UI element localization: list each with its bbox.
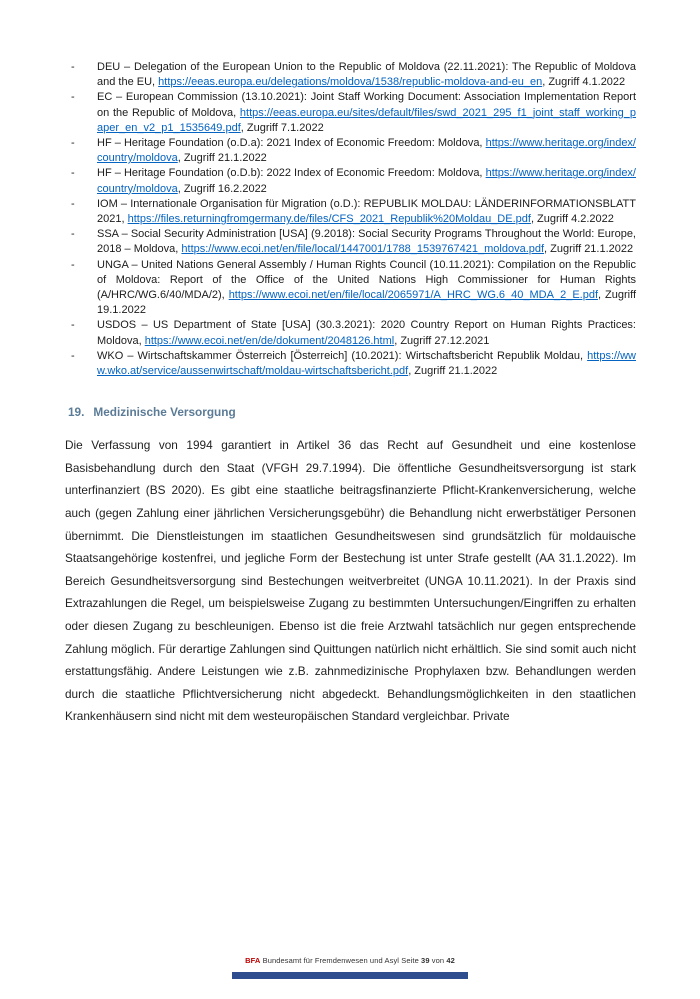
page-footer [0, 956, 700, 979]
list-dash: - [71, 319, 75, 332]
entry-text: , Zugriff 16.2.2022 [177, 182, 267, 195]
source-link[interactable]: https://www.ecoi.net/en/de/dokument/2048126.html [144, 334, 395, 347]
entry-text: , Zugriff 21.1.2022 [544, 243, 634, 256]
bibliography-list [65, 60, 636, 379]
bibliography-entry [65, 227, 636, 257]
list-dash: - [71, 197, 75, 210]
footer-brand: BFA [245, 956, 261, 965]
section-number: 19. [68, 405, 85, 420]
bibliography-entry [65, 258, 636, 319]
entry-text: EC – European Commission (13.10.2021): Joint Staff Working Document: Association Implementation Report on the Republic of Moldova, [97, 91, 636, 119]
bibliography-entry [65, 90, 636, 136]
footer-org: Bundesamt für Fremdenwesen und Asyl [260, 956, 402, 965]
footer-bar [232, 972, 468, 979]
entry-text: , Zugriff 7.1.2022 [240, 121, 324, 134]
list-dash: - [71, 167, 75, 180]
bibliography-entry [65, 136, 636, 166]
entry-text: UNGA – United Nations General Assembly / Human Rights Council (10.11.2021): Compilation on the Republic of Moldova: Report of the Office of the United Nations High Commissioner for Human Rights (A/HRC/WG.6/40/MDA/2), [97, 258, 636, 302]
source-link[interactable]: https://www.heritage.org/index/country/moldova [97, 167, 636, 195]
entry-text: , Zugriff 21.1.2022 [408, 365, 498, 378]
entry-text: SSA – Social Security Administration [USA] (9.2018): Social Security Programs Throughout the World: Europe, 2018 – Moldova, [97, 228, 636, 256]
list-dash: - [71, 258, 75, 271]
list-dash: - [71, 349, 75, 362]
source-link[interactable]: https://www.ecoi.net/en/file/local/2065971/A_HRC_WG.6_40_MDA_2_E.pdf [228, 289, 599, 302]
footer-page-label: Seite [401, 956, 422, 965]
entry-text: DEU – Delegation of the European Union to the Republic of Moldova (22.11.2021): The Republic of Moldova and the EU, [97, 61, 636, 89]
bibliography-entry [65, 197, 636, 227]
footer-page-current: 39 [421, 956, 430, 965]
entry-text: HF – Heritage Foundation (o.D.b): 2022 Index of Economic Freedom: Moldova, [97, 167, 486, 180]
list-dash: - [71, 228, 75, 241]
entry-text: WKO – Wirtschaftskammer Österreich [Österreich] (10.2021): Wirtschaftsbericht Republik Moldau, [97, 349, 588, 362]
section-heading [65, 405, 636, 419]
list-dash: - [71, 137, 75, 150]
entry-text: HF – Heritage Foundation (o.D.a): 2021 Index of Economic Freedom: Moldova, [97, 137, 486, 150]
entry-text: , Zugriff 27.12.2021 [394, 334, 490, 347]
source-link[interactable]: https://www.ecoi.net/en/file/local/1447001/1788_1539767421_moldova.pdf [181, 243, 545, 256]
entry-text: , Zugriff 21.1.2022 [177, 152, 267, 165]
source-link[interactable]: https://eeas.europa.eu/delegations/moldova/1538/republic-moldova-and-eu_en [158, 76, 543, 89]
bibliography-entry [65, 60, 636, 90]
entry-text: , Zugriff 19.1.2022 [97, 289, 636, 317]
footer-text [0, 956, 700, 965]
entry-text: IOM – Internationale Organisation für Migration (o.D.): REPUBLIK MOLDAU: LÄNDERINFORMATIONSBLATT 2021, [97, 197, 636, 226]
entry-text: , Zugriff 4.1.2022 [542, 76, 626, 89]
footer-page-total: 42 [446, 956, 455, 965]
section-title: Medizinische Versorgung [93, 405, 236, 420]
list-dash: - [71, 61, 75, 73]
entry-text: , Zugriff 4.2.2022 [530, 213, 614, 226]
entry-text: USDOS – US Department of State [USA] (30.3.2021): 2020 Country Report on Human Rights Practices: Moldova, [97, 319, 636, 347]
body-paragraph: Die Verfassung von 1994 garantiert in Artikel 36 das Recht auf Gesundheit und eine kostenlose Basisbehandlung durch den Staat (VFGH 29.7.1994). Die öffentliche Gesundheitsversorgung ist stark unterfinanziert (BS 2020). Es gibt eine staatliche beitragsfinanzierte Pflicht-Krankenversicherung, welche auch (gegen Zahlung einer jährlichen Versicherungsgebühr) die Behandlung nicht erwerbstätiger Personen übernimmt. Die Dienstleistungen im staatlichen Gesundheitswesen sind grundsätzlich für moldauische Staatsangehörige kostenfrei, und jegliche Form der Bestechung ist unter Strafe gestellt (AA 31.1.2022). Im Bereich Gesundheitsversorgung sind Bestechungen weitverbreitet (UNGA 10.11.2021). In der Praxis sind Extrazahlungen die Regel, um beispielsweise Zugang zu bestimmten Untersuchungen/Eingriffen zu erhalten oder diesen Zugang zu beschleunigen. Ebenso ist die freie Arztwahl tatsächlich nur gegen entsprechende Zahlung möglich. Für derartige Zahlungen sind Quittungen natürlich nicht erhältlich. Sie sind somit auch nicht erstattungsfähig. Andere Leistungen wie z.B. zahnmedizinische Prophylaxen bzw. Behandlungen werden durch die staatliche Pflichtversicherung nicht abgedeckt. Behandlungsmöglichkeiten in den staatlichen Krankenhäusern sind nicht mit dem westeuropäischen Standard vergleichbar. Private [65, 438, 636, 724]
bibliography-entry [65, 318, 636, 348]
source-link[interactable]: https://www.heritage.org/index/country/moldova [97, 137, 636, 165]
footer-von-label: von [429, 956, 447, 965]
list-dash: - [71, 91, 75, 104]
source-link[interactable]: https://www.wko.at/service/aussenwirtschaft/moldau-wirtschaftsbericht.pdf [97, 349, 636, 378]
bibliography-entry [65, 349, 636, 379]
bibliography-entry [65, 166, 636, 196]
source-link[interactable]: https://eeas.europa.eu/sites/default/files/swd_2021_295_f1_joint_staff_working_paper_en_v2_p1_1535649.pdf [97, 106, 636, 134]
source-link[interactable]: https://files.returningfromgermany.de/files/CFS_2021_Republik%20Moldau_DE.pdf [127, 213, 531, 226]
